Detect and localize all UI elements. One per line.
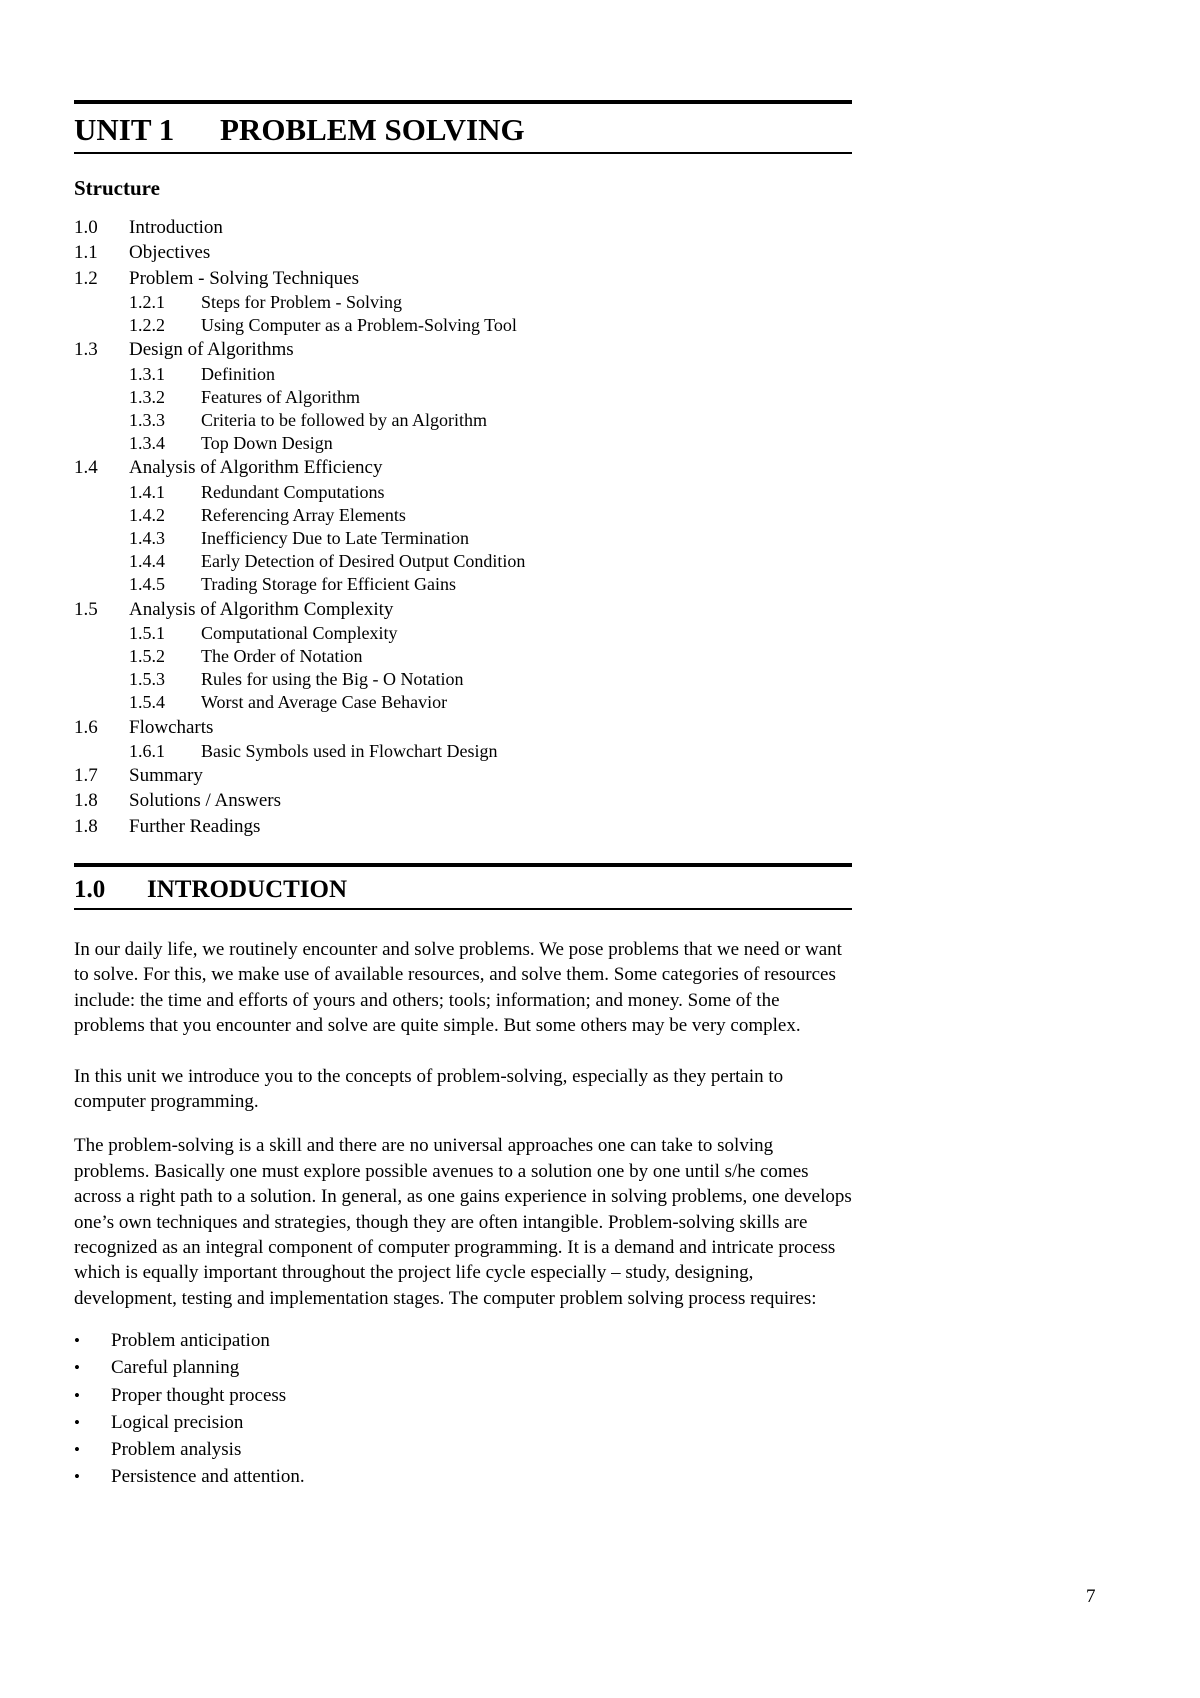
toc-item-number: 1.5	[74, 598, 98, 620]
toc-item-text: Using Computer as a Problem-Solving Tool	[201, 315, 517, 336]
section-title	[74, 867, 852, 908]
bullet-icon: •	[74, 1440, 80, 1459]
toc-item-number: 1.6.1	[129, 740, 165, 761]
bullet-icon: •	[74, 1412, 80, 1432]
bullet-icon: •	[74, 1331, 80, 1351]
unit-name: PROBLEM SOLVING	[220, 112, 525, 147]
toc-item	[74, 266, 852, 291]
toc-subitem	[74, 691, 852, 714]
toc-item	[74, 337, 852, 362]
toc-subitem	[74, 481, 852, 504]
toc-item-text: Features of Algorithm	[201, 386, 360, 407]
toc-item-number: 1.3	[74, 339, 98, 361]
toc-item-number: 1.1	[74, 242, 98, 264]
toc-item-number: 1.4.2	[129, 504, 165, 525]
toc-item-number: 1.2	[74, 267, 98, 289]
toc-item-number: 1.4.1	[129, 481, 165, 502]
bullet-icon: •	[74, 1358, 80, 1378]
toc-item-number: 1.5.4	[129, 692, 165, 713]
toc-item-number: 1.0	[74, 217, 98, 238]
toc-item-text: Referencing Array Elements	[201, 504, 406, 525]
toc-item-text: Analysis of Algorithm Complexity	[129, 598, 394, 620]
paragraph-daily-life: In our daily life, we routinely encounter and solve problems. We pose problems that we need or want to solve. For this, we make use of available resources, and solve them. Some categories of resources include: the time and efforts of yours and others; tools; information; and money. Some of the problems that you encounter and solve are quite simple. But some others may be very complex.	[74, 938, 842, 1037]
toc-item-text: Inefficiency Due to Late Termination	[201, 527, 469, 548]
toc-subitem	[74, 314, 852, 337]
toc-item-text: Early Detection of Desired Output Condition	[201, 551, 526, 572]
toc-item-number: 1.4.5	[129, 574, 165, 595]
toc-subitem	[74, 409, 852, 432]
toc-item-text: Further Readings	[129, 815, 261, 837]
list-item-text: Problem anticipation	[111, 1330, 270, 1352]
toc-item-number: 1.4	[74, 457, 98, 479]
toc-item	[74, 763, 852, 788]
list-item	[74, 1463, 852, 1490]
toc-item-number: 1.3.1	[129, 363, 165, 384]
toc-item-text: Solutions / Answers	[129, 790, 282, 812]
toc-item	[74, 215, 852, 240]
list-item-text: Logical precision	[111, 1411, 244, 1433]
toc-subitem	[74, 386, 852, 409]
toc-item-text: Design of Algorithms	[129, 339, 294, 361]
toc-item-text: Introduction	[129, 217, 223, 238]
toc-subitem	[74, 740, 852, 763]
toc-item-text: Top Down Design	[201, 433, 333, 454]
toc-item-number: 1.7	[74, 765, 98, 787]
toc-item-text: Flowcharts	[129, 716, 214, 738]
structure-label: Structure	[74, 176, 160, 200]
list-item	[74, 1436, 852, 1463]
toc-item	[74, 455, 852, 480]
list-item	[74, 1354, 852, 1381]
section-heading	[74, 863, 852, 910]
toc-subitem	[74, 527, 852, 550]
list-item-text: Problem analysis	[111, 1439, 242, 1460]
list-item-text: Careful planning	[111, 1357, 240, 1379]
toc-item-text: Steps for Problem - Solving	[201, 291, 402, 312]
toc-item-text: Analysis of Algorithm Efficiency	[129, 457, 383, 479]
toc-subitem	[74, 504, 852, 527]
toc-subitem	[74, 432, 852, 455]
toc-item-text: Worst and Average Case Behavior	[201, 692, 448, 713]
list-item-text: Proper thought process	[111, 1384, 287, 1406]
list-item-text: Persistence and attention.	[111, 1466, 305, 1488]
toc-item	[74, 715, 852, 740]
toc-item-text: Basic Symbols used in Flowchart Design	[201, 740, 498, 761]
toc-subitem	[74, 291, 852, 314]
toc-subitem	[74, 645, 852, 668]
toc-subitem	[74, 622, 852, 645]
document-page	[74, 100, 852, 1490]
section-number: 1.0	[74, 875, 106, 903]
toc-item-number: 1.5.2	[129, 646, 165, 667]
toc-item	[74, 597, 852, 622]
bullet-icon: •	[74, 1467, 80, 1487]
unit-title	[74, 104, 852, 152]
toc-item-number: 1.3.3	[129, 409, 165, 430]
toc-item-number: 1.8	[74, 815, 98, 837]
toc-item-number: 1.3.4	[129, 433, 165, 454]
toc-item-text: Trading Storage for Efficient Gains	[201, 574, 456, 595]
list-item	[74, 1382, 852, 1409]
toc-item-number: 1.2.2	[129, 315, 165, 336]
toc-item-text: Summary	[129, 765, 203, 787]
toc-item-text: Definition	[201, 363, 275, 384]
toc-item-text: The Order of Notation	[201, 646, 363, 667]
toc-item-number: 1.5.1	[129, 622, 165, 643]
unit-bottom-rule	[74, 152, 852, 154]
toc-item-text: Computational Complexity	[201, 622, 398, 643]
toc-subitem	[74, 573, 852, 596]
section-name: INTRODUCTION	[147, 875, 348, 903]
toc-item	[74, 240, 852, 265]
section-bottom-rule	[74, 908, 852, 910]
toc-item-text: Criteria to be followed by an Algorithm	[201, 409, 487, 430]
paragraph-problem-solving-skill: The problem-solving is a skill and there are no universal approaches one can take to solving problems. Basically one must explore possible avenues to a solution one by one until s/he comes across a right path to a solution. In general, as one gains experience in solving problems, one develops one’s own techniques and strategies, though they are often intangible. Problem-solving skills are recognized as an integral component of computer programming. It is a demand and intricate process which is equally important throughout the project life cycle especially – study, designing, development, testing and implementation stages. The computer problem solving process requires:	[74, 1135, 852, 1309]
requirements-list	[74, 1327, 852, 1490]
toc-subitem	[74, 668, 852, 691]
toc-subitem	[74, 550, 852, 573]
toc-item-text: Redundant Computations	[201, 481, 385, 502]
paragraph-unit-intro: In this unit we introduce you to the concepts of problem-solving, especially as they pertain to computer programming.	[74, 1065, 784, 1112]
toc-item-text: Objectives	[129, 242, 211, 264]
toc-item-number: 1.8	[74, 790, 98, 812]
toc-item-number: 1.4.4	[129, 551, 165, 572]
toc-item-number: 1.2.1	[129, 291, 165, 312]
toc-subitem	[74, 363, 852, 386]
bullet-icon: •	[74, 1385, 80, 1405]
toc-item-number: 1.3.2	[129, 386, 165, 407]
toc-item-text: Problem - Solving Techniques	[129, 267, 359, 289]
page-number: 7	[1086, 1586, 1096, 1607]
toc-item-number: 1.4.3	[129, 527, 165, 548]
list-item	[74, 1409, 852, 1436]
toc-item	[74, 814, 852, 839]
toc-item-number: 1.6	[74, 716, 98, 738]
toc-item-text: Rules for using the Big - O Notation	[201, 669, 464, 690]
table-of-contents	[74, 215, 852, 839]
unit-number: UNIT 1	[74, 112, 175, 147]
toc-item	[74, 788, 852, 813]
toc-item-number: 1.5.3	[129, 669, 165, 690]
list-item	[74, 1327, 852, 1354]
